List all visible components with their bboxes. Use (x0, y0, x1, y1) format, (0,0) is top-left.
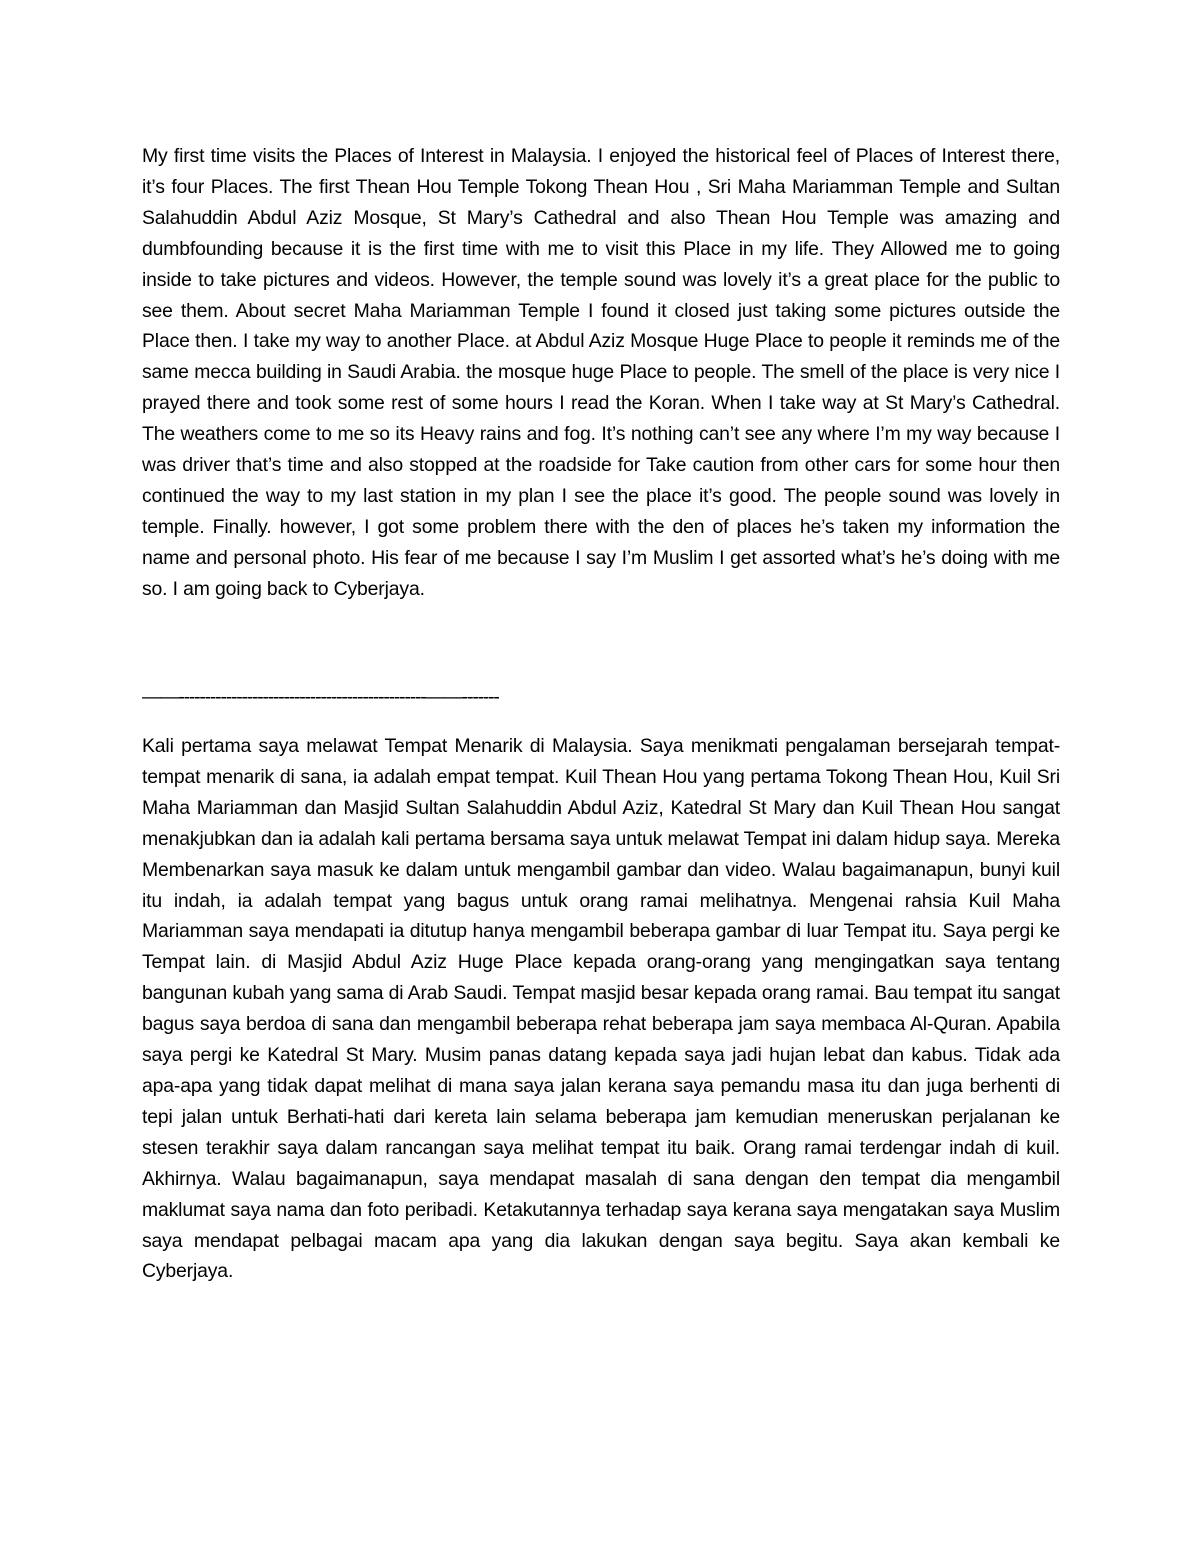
paragraph-malay: Kali pertama saya melawat Tempat Menarik di Malaysia. Saya menikmati pengalaman bersejarah tempat-tempat menarik di sana, ia adalah empat tempat. Kuil Thean Hou yang pertama Tokong Thean Hou, Kuil Sri Maha Mariamman dan Masjid Sultan Salahuddin Abdul Aziz, Katedral St Mary dan Kuil Thean Hou sangat menakjubkan dan ia adalah kali pertama bersama saya untuk melawat Tempat ini dalam hidup saya. Mereka Membenarkan saya masuk ke dalam untuk mengambil gambar dan video. Walau bagaimanapun, bunyi kuil itu indah, ia adalah tempat yang bagus untuk orang ramai melihatnya. Mengenai rahsia Kuil Maha Mariamman saya mendapati ia ditutup hanya mengambil beberapa gambar di luar Tempat itu. Saya pergi ke Tempat lain. di Masjid Abdul Aziz Huge Place kepada orang-orang yang mengingatkan saya tentang bangunan kubah yang sama di Arab Saudi. Tempat masjid besar kepada orang ramai. Bau tempat itu sangat bagus saya berdoa di sana dan mengambil beberapa rehat beberapa jam saya membaca Al-Quran. Apabila saya pergi ke Katedral St Mary. Musim panas datang kepada saya jadi hujan lebat dan kabus. Tidak ada apa-apa yang tidak dapat melihat di mana saya jalan kerana saya pemandu masa itu dan juga berhenti di tepi jalan untuk Berhati-hati dari kereta lain selama beberapa jam kemudian meneruskan perjalanan ke stesen terakhir saya dalam rancangan saya melihat tempat itu baik. Orang ramai terdengar indah di kuil. Akhirnya. Walau bagaimanapun, saya mendapat masalah di sana dengan den tempat dia mengambil maklumat saya nama dan foto peribadi. Ketakutannya terhadap saya kerana saya mengatakan saya Muslim saya mendapat pelbagai macam apa yang dia lakukan dengan saya begitu. Saya akan kembali ke Cyberjaya. (142, 735, 1060, 1283)
separator-line: ——-----------------------------------------------——------- (142, 686, 499, 708)
paragraph-english: My first time visits the Places of Interest in Malaysia. I enjoyed the historical feel of Places of Interest there, it’s four Places. The first Thean Hou Temple Tokong Thean Hou , Sri Maha Mariamman Temple and Sultan Salahuddin Abdul Aziz Mosque, St Mary’s Cathedral and also Thean Hou Temple was amazing and dumbfounding because it is the first time with me to visit this Place in my life. They Allowed me to going inside to take pictures and videos. However, the temple sound was lovely it’s a great place for the public to see them. About secret Maha Mariamman Temple I found it closed just taking some pictures outside the Place then. I take my way to another Place. at Abdul Aziz Mosque Huge Place to people it reminds me of the same mecca building in Saudi Arabia. the mosque huge Place to people. The smell of the place is very nice I prayed there and took some rest of some hours I read the Koran. When I take way at St Mary’s Cathedral. The weathers come to me so its Heavy rains and fog. It’s nothing can’t see any where I’m my way because I was driver that’s time and also stopped at the roadside for Take caution from other cars for some hour then continued the way to my last station in my plan I see the place it’s good. The people sound was lovely in temple. Finally. however, I got some problem there with the den of places he’s taken my information the name and personal photo. His fear of me because I say I’m Muslim I get assorted what’s he’s doing with me so. I am going back to Cyberjaya. (142, 145, 1060, 600)
